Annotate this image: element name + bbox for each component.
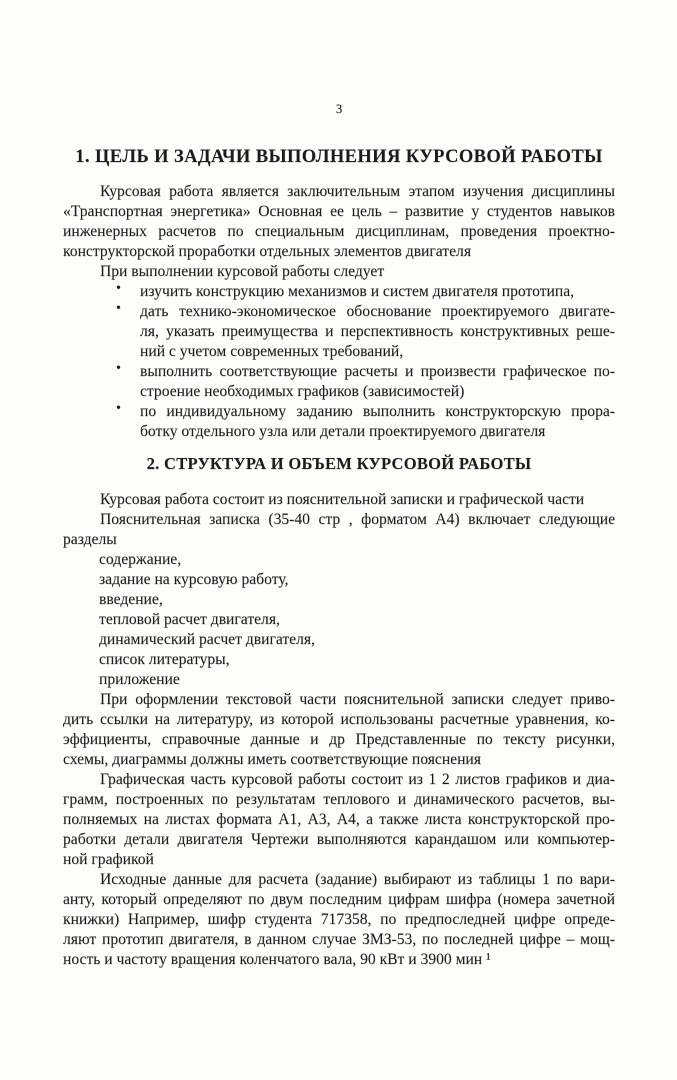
section-heading: 2. СТРУКТУРА И ОБЪЕМ КУРСОВОЙ РАБОТЫ (146, 454, 532, 473)
bullet-text (140, 282, 615, 302)
paragraph (63, 690, 615, 770)
page-number: 3 (335, 101, 343, 116)
text-line: конструкторской проработки отдельных элементов двигателя (63, 243, 472, 260)
text-line: Графическая часть курсовой работы состоит из 1 2 листов графиков и диа- (100, 771, 615, 788)
bullet-item (63, 402, 615, 442)
text-line: ляют прототип двигателя, в данном случае ЗМЗ-53, по последней цифре – мощ- (63, 931, 615, 948)
list-item: тепловой расчет двигателя, (99, 611, 280, 628)
bullet-item (63, 302, 615, 362)
document-content (63, 146, 615, 970)
paragraph (63, 262, 615, 282)
text-line: анту, который определяют по двум последним цифрам шифра (номера зачетной (63, 891, 615, 908)
text-line: по индивидуальному заданию выполнить конструкторскую прора- (140, 403, 615, 420)
bullet-text (140, 362, 615, 402)
text-line: инженерных расчетов по специальным дисциплинам, проведения проектно- (63, 223, 615, 240)
bullet-item (63, 362, 615, 402)
text-line: дать технико-экономическое обоснование проектируемого двигате- (140, 303, 615, 320)
list-item: динамический расчет двигателя, (99, 631, 315, 648)
text-line: ний с учетом современных требований, (140, 343, 404, 360)
bullet-icon: • (116, 401, 121, 416)
list-item: приложение (99, 671, 180, 688)
text-line: дить ссылки на литературу, из которой использованы расчетные уравнения, ко- (63, 711, 615, 728)
text-line: разделы (63, 531, 117, 548)
bullet-list (63, 282, 615, 442)
paragraph (63, 182, 615, 262)
text-line: выполнить соответствующие расчеты и произвести графическое по- (140, 363, 615, 380)
text-line: эффициенты, справочные данные и др Представленные по тексту рисунки, (63, 731, 615, 748)
section-heading: 1. ЦЕЛЬ И ЗАДАЧИ ВЫПОЛНЕНИЯ КУРСОВОЙ РАБОТЫ (75, 147, 603, 167)
list-item: введение, (99, 591, 163, 608)
text-line: Пояснительная записка (35-40 стр , форматом А4) включает следующие (100, 511, 615, 528)
text-line: грамм, построенных по результатам теплового и динамического расчетов, вы- (63, 791, 615, 808)
text-line: книжки) Например, шифр студента 717358, по предпоследней цифре опреде- (63, 911, 615, 928)
list-item: содержание, (99, 551, 182, 568)
text-line: изучить конструкцию механизмов и систем двигателя прототипа, (140, 283, 575, 300)
text-line: При оформлении текстовой части пояснительной записки следует приво- (100, 691, 615, 708)
text-line: строение необходимых графиков (зависимостей) (140, 383, 465, 400)
bullet-icon: • (116, 281, 121, 296)
paragraph (63, 510, 615, 550)
text-line: При выполнении курсовой работы следует (100, 263, 385, 280)
plain-list (63, 550, 615, 690)
list-item: задание на курсовую работу, (99, 571, 289, 588)
bullet-text (140, 302, 615, 362)
bullet-text (140, 402, 615, 442)
text-line: ля, указать преимущества и перспективность конструктивных реше- (140, 323, 615, 340)
paragraph (63, 870, 615, 970)
paragraph (63, 770, 615, 870)
text-line: Исходные данные для расчета (задание) выбирают из таблицы 1 по вари- (100, 871, 615, 888)
paragraph (63, 490, 615, 510)
bullet-icon: • (116, 301, 121, 316)
text-line: ность и частоту вращения коленчатого вала, 90 кВт и 3900 мин ¹ (63, 951, 491, 968)
text-line: полняемых на листах формата А1, А3, А4, а также листа конструкторской про- (63, 811, 615, 828)
text-line: работки детали двигателя Чертежи выполняются карандашом или компьютер- (63, 831, 615, 848)
bullet-item (63, 282, 615, 302)
text-line: ной графикой (63, 851, 154, 868)
text-line: Курсовая работа является заключительным этапом изучения дисциплины (100, 183, 615, 200)
text-line: ботку отдельного узла или детали проектируемого двигателя (140, 423, 546, 440)
text-line: «Транспортная энергетика» Основная ее цель – развитие у студентов навыков (63, 203, 615, 220)
list-item: список литературы, (99, 651, 230, 668)
text-line: Курсовая работа состоит из пояснительной записки и графической части (100, 491, 585, 508)
bullet-icon: • (116, 361, 121, 376)
text-line: схемы, диаграммы должны иметь соответствующие пояснения (63, 751, 481, 768)
